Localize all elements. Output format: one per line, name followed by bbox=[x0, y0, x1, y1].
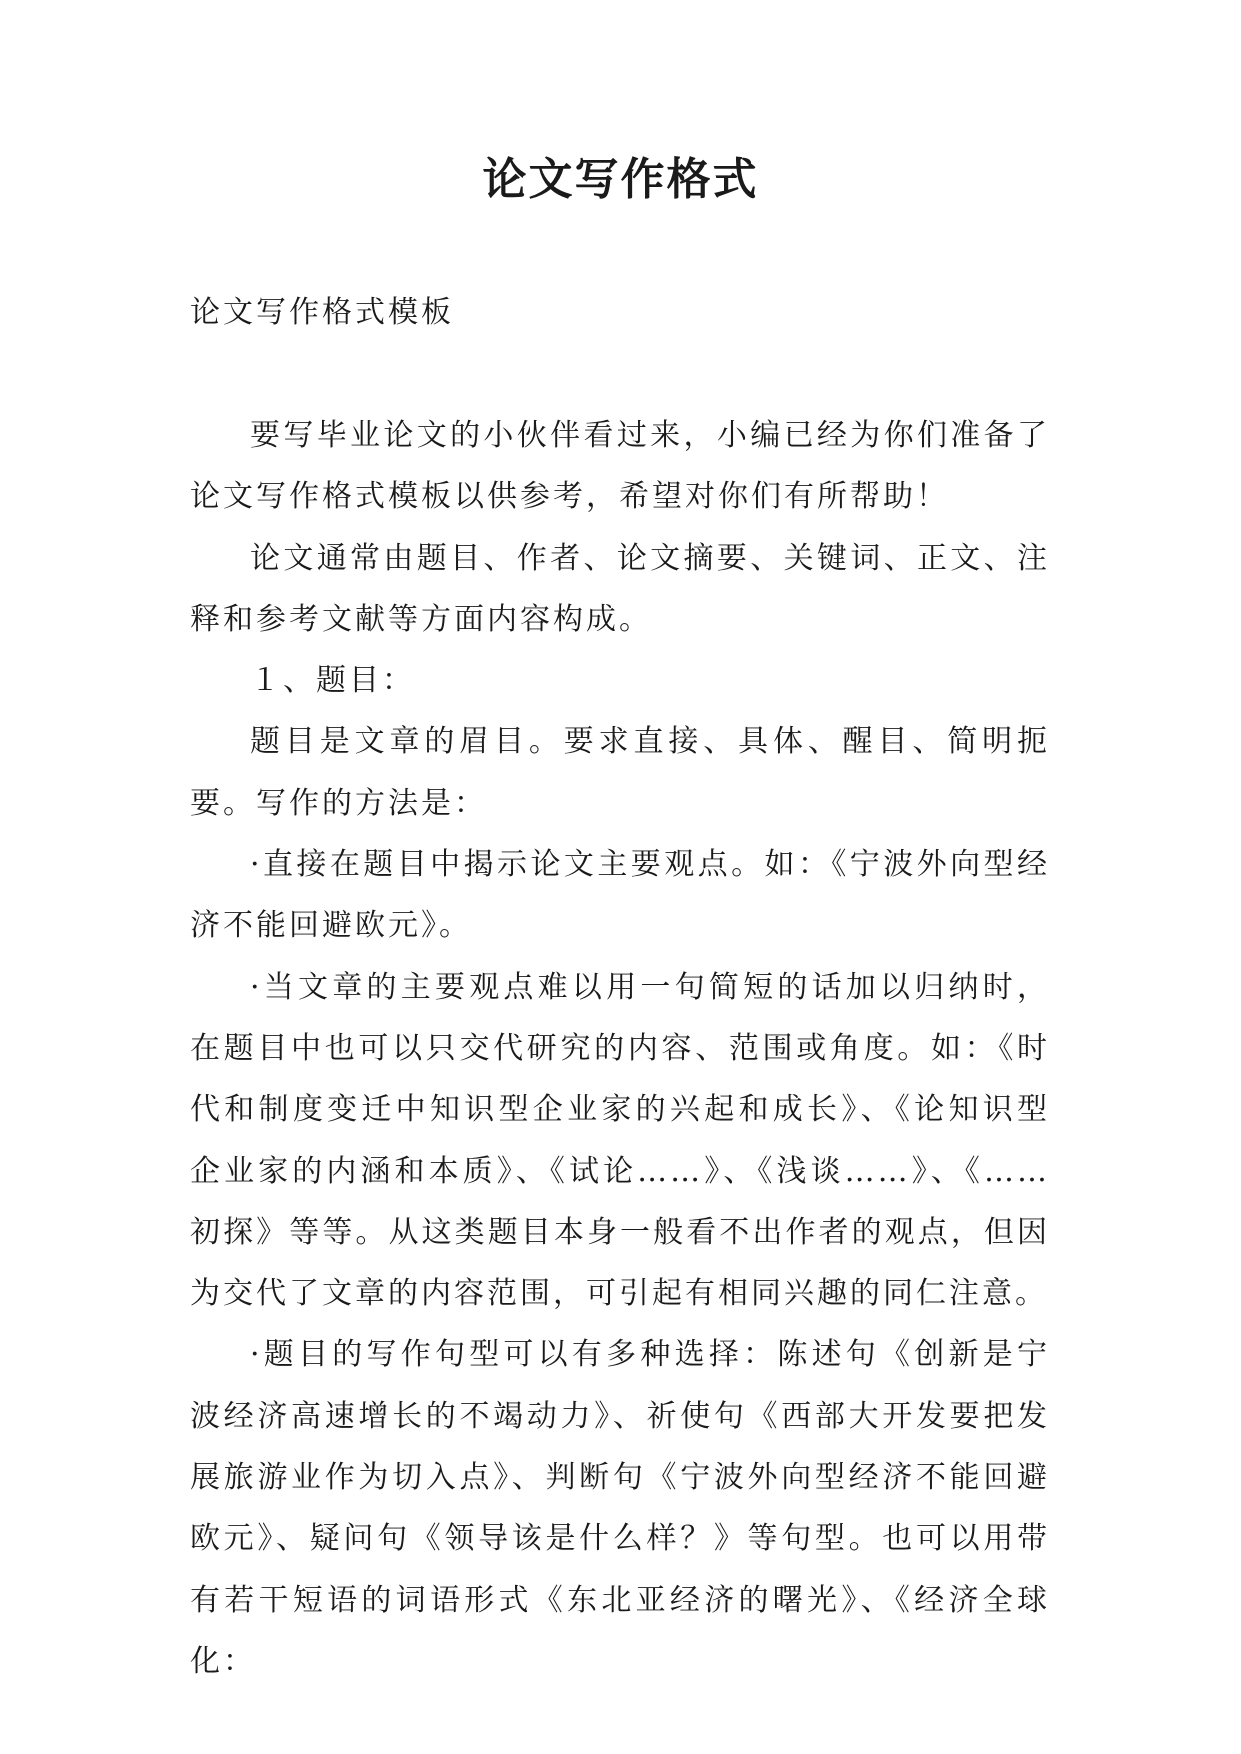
bullet-item-scope: ·当文章的主要观点难以用一句简短的话加以归纳时，在题目中也可以只交代研究的内容、范围或角度。如：《时代和制度变迁中知识型企业家的兴起和成长》、《论知识型企业家的内涵和本质》、《试论……》、《浅谈……》、《……初探》等等。从这类题目本身一般看不出作者的观点，但因为交代了文章的内容范围，可引起有相同兴趣的同仁注意。 bbox=[190, 969, 1050, 1312]
section-heading-title: １、题目： bbox=[250, 663, 415, 699]
bullet-item-sentence-types: ·题目的写作句型可以有多种选择：陈述句《创新是宁波经济高速增长的不竭动力》、祈使句《西部大开发要把发展旅游业作为切入点》、判断句《宁波外向型经济不能回避欧元》、疑问句《领导该是什么样？》等句型。也可以用带有若干短语的词语形式《东北亚经济的曙光》、《经济全球化： bbox=[190, 1337, 1050, 1679]
paragraph-composition: 论文通常由题目、作者、论文摘要、关键词、正文、注释和参考文献等方面内容构成。 bbox=[190, 540, 1050, 637]
document-body bbox=[190, 405, 1050, 1692]
document-subtitle: 论文写作格式模板 bbox=[190, 295, 454, 330]
bullet-item-direct: ·直接在题目中揭示论文主要观点。如：《宁波外向型经济不能回避欧元》。 bbox=[190, 847, 1050, 944]
paragraph-title-desc: 题目是文章的眉目。要求直接、具体、醒目、简明扼要。写作的方法是： bbox=[190, 724, 1050, 821]
document-title: 论文写作格式 bbox=[482, 154, 759, 205]
paragraph-intro: 要写毕业论文的小伙伴看过来，小编已经为你们准备了论文写作格式模板以供参考，希望对你们有所帮助！ bbox=[190, 418, 1050, 515]
